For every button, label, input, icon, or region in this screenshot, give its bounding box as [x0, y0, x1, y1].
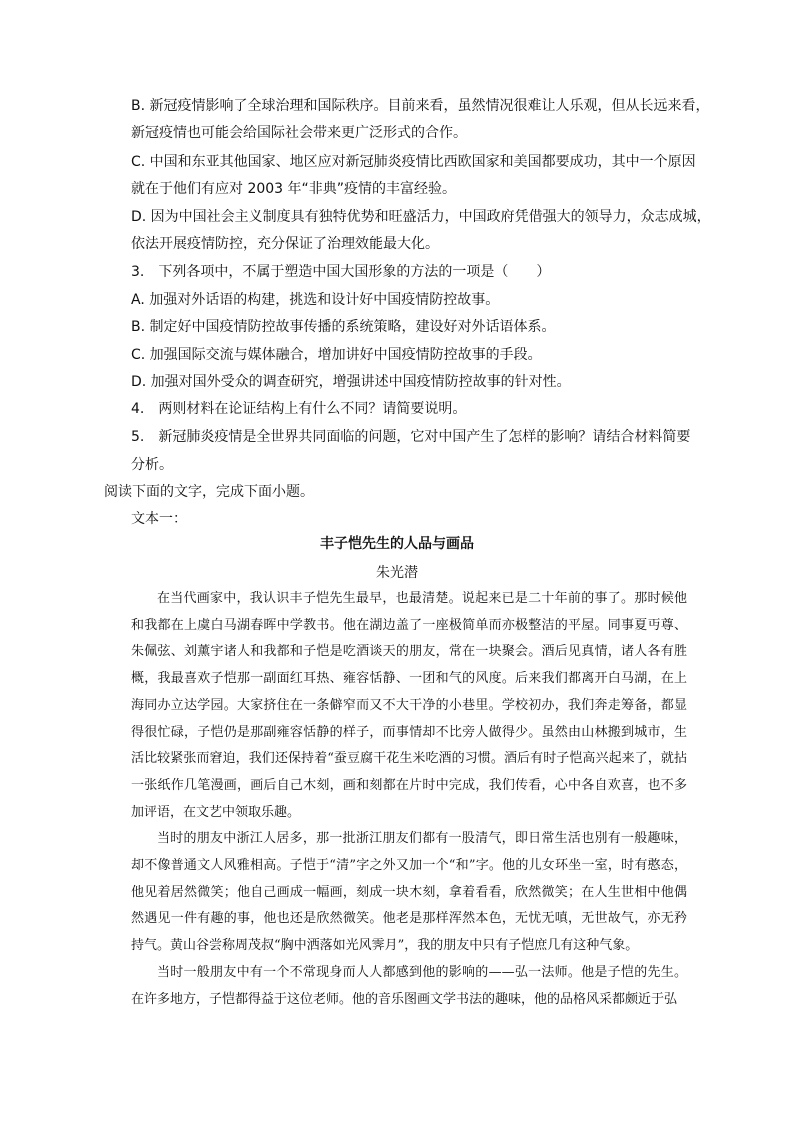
q2-option-c-line2: 就在于他们有应对 2003 年“非典”疫情的丰富经验。 — [131, 181, 457, 197]
essay-body — [131, 586, 687, 1013]
q2-option-d-line1: D. 因为中国社会主义制度具有独特优势和旺盛活力，中国政府凭借强大的领导力，众志成城， — [131, 209, 711, 225]
essay-paragraph-3: 当时一般朋友中有一个不常现身而人人都感到他的影响的——弘一法师。他是子恺的先生。在许多地方，子恺都得益于这位老师。他的音乐图画文学书法的趣味，他的品格风采都颇近于弘 — [131, 964, 687, 1007]
essay-author: 朱光潜 — [376, 565, 418, 581]
q2-option-c-line1: C. 中国和东亚其他国家、地区应对新冠肺炎疫情比西欧国家和美国都要成功，其中一个原因 — [131, 154, 696, 170]
essay-paragraph-1: 在当代画家中，我认识丰子恺先生最早，也最清楚。说起来已是二十年前的事了。那时候他和我都在上虞白马湖春晖中学教书。他在湖边盖了一座极简单而亦极整洁的平屋。同事夏丏尊、朱佩弦、刘薰宇诸人和我都和子恺是吃酒谈天的朋友，常在一块聚会。酒后见真情，诸人各有胜概，我最喜欢子恺那一副面红耳热、雍容恬静、一团和气的风度。后来我们都离开白马湖，在上海同办立达学园。大家挤住在一条僻窄而又不大干净的小巷里。学校初办，我们奔走筹备，都显得很忙碌，子恺仍是那副雍容恬静的样子，而事情却不比旁人做得少。虽然由山林搬到城市，生活比较紧张而窘迫，我们还保持着“蚕豆腐干花生米吃酒的习惯。酒后有时子恺高兴起来了，就拈一张纸作几笔漫画，画后自己木刻，画和刻都在片时中完成，我们传看，心中各自欢喜，也不多加评语，在文艺中领取乐趣。 — [131, 591, 687, 820]
q3-stem: 3. 下列各项中，不属于塑造中国大国形象的方法的一项是（ ） — [131, 264, 551, 280]
q2-option-b-line2: 新冠疫情也可能会给国际社会带来更广泛形式的合作。 — [131, 125, 467, 141]
q2-option-b-line1: B. 新冠疫情影响了全球治理和国际秩序。目前来看，虽然情况很难让人乐观，但从长远来看， — [131, 98, 710, 114]
q5-question-line1: 5. 新冠肺炎疫情是全世界共同面临的问题，它对中国产生了怎样的影响？请结合材料简要 — [131, 429, 691, 445]
reading-instruction: 阅读下面的文字，完成下面小题。 — [104, 484, 314, 500]
essay-paragraph-2: 当时的朋友中浙江人居多，那一批浙江朋友们都有一股清气，即日常生活也別有一般趣味，却不像普通文人风雅相高。子恺于“清”字之外又加一个“和”字。他的儿女环坐一室，时有憨态，他见着居然微笑；他自己画成一幅画，刻成一块木刻，拿着看看，欣然微笑；在人生世相中他偶然遇见一件有趣的事，他也还是欣然微笑。他老是那样浑然本色，无忧无嗔，无世故气，亦无矜持气。黄山谷尝称周茂叔“胸中洒落如光风霁月”，我的朋友中只有子恺庶几有这种气象。 — [131, 831, 687, 954]
q3-option-a: A. 加强对外话语的构建，挑选和设计好中国疫情防控故事。 — [131, 292, 500, 308]
q3-option-b: B. 制定好中国疫情防控故事传播的系统策略，建设好对外话语体系。 — [131, 319, 556, 335]
q4-question: 4. 两则材料在论证结构上有什么不同？请简要说明。 — [131, 401, 467, 417]
q3-option-d: D. 加强对国外受众的调查研究，增强讲述中国疫情防控故事的针对性。 — [131, 374, 571, 390]
text-label: 文本一： — [131, 511, 187, 527]
q3-option-c: C. 加强国际交流与媒体融合，增加讲好中国疫情防控故事的手段。 — [131, 347, 542, 363]
q5-question-line2: 分析。 — [131, 457, 173, 473]
q2-option-d-line2: 依法开展疫情防控，充分保证了治理效能最大化。 — [131, 236, 439, 252]
essay-title: 丰子恺先生的人品与画品 — [320, 536, 474, 552]
